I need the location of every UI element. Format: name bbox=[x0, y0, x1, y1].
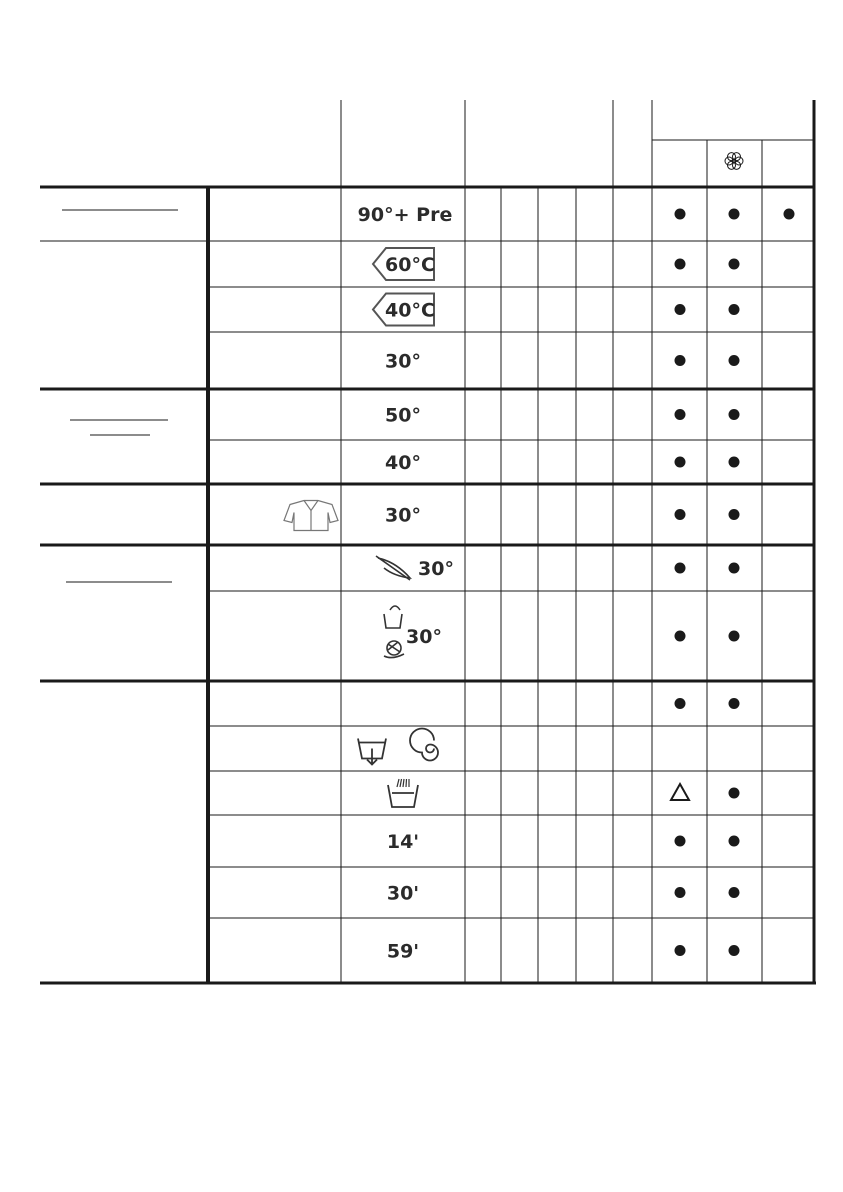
dot-mark bbox=[675, 259, 686, 270]
dot-mark bbox=[729, 887, 740, 898]
programme-label: 60°C bbox=[385, 254, 435, 276]
table-icons bbox=[284, 153, 743, 807]
programme-label: 40° bbox=[385, 452, 421, 474]
dot-mark bbox=[729, 788, 740, 799]
dot-mark bbox=[675, 563, 686, 574]
dot-mark bbox=[675, 698, 686, 709]
dot-mark bbox=[729, 209, 740, 220]
dot-mark bbox=[729, 304, 740, 315]
programme-label: 40°C bbox=[385, 299, 435, 322]
dot-mark bbox=[675, 409, 686, 420]
dot-mark bbox=[729, 945, 740, 956]
programme-label: 50° bbox=[385, 404, 421, 427]
dot-mark bbox=[729, 409, 740, 420]
rinse-icon bbox=[388, 779, 418, 807]
programme-suffix: + Pre bbox=[393, 204, 453, 226]
dot-mark bbox=[675, 631, 686, 642]
drain-spin-icon bbox=[358, 729, 438, 765]
dot-mark bbox=[729, 836, 740, 847]
programme-label: 30° bbox=[406, 626, 442, 648]
dot-mark bbox=[729, 563, 740, 574]
dot-mark bbox=[675, 457, 686, 468]
dot-mark bbox=[675, 304, 686, 315]
dot-mark bbox=[675, 945, 686, 956]
table-grid bbox=[40, 100, 816, 983]
programme-label: 30° bbox=[385, 504, 421, 527]
programme-label: 30° bbox=[385, 350, 421, 373]
table-texts bbox=[358, 204, 454, 963]
triangle-mark bbox=[671, 784, 689, 800]
dot-mark bbox=[675, 209, 686, 220]
handwash-wool-icon bbox=[384, 606, 404, 658]
feather-icon bbox=[376, 556, 410, 580]
dot-mark bbox=[729, 631, 740, 642]
table-marks bbox=[671, 209, 795, 957]
dot-mark bbox=[729, 259, 740, 270]
dot-mark bbox=[729, 698, 740, 709]
dot-mark bbox=[729, 355, 740, 366]
dot-mark bbox=[675, 509, 686, 520]
programme-label: 30' bbox=[386, 882, 420, 905]
dot-mark bbox=[675, 836, 686, 847]
flower-icon bbox=[725, 153, 743, 170]
shirt-icon bbox=[284, 501, 338, 531]
programme-label: 30° bbox=[418, 558, 454, 580]
programme-label: 90°+ Pre bbox=[357, 204, 453, 226]
dot-mark bbox=[729, 509, 740, 520]
programme-label: 14' bbox=[386, 831, 420, 853]
dot-mark bbox=[675, 355, 686, 366]
dot-mark bbox=[675, 887, 686, 898]
programme-label: 59' bbox=[386, 940, 420, 963]
dot-mark bbox=[784, 209, 795, 220]
dot-mark bbox=[729, 457, 740, 468]
